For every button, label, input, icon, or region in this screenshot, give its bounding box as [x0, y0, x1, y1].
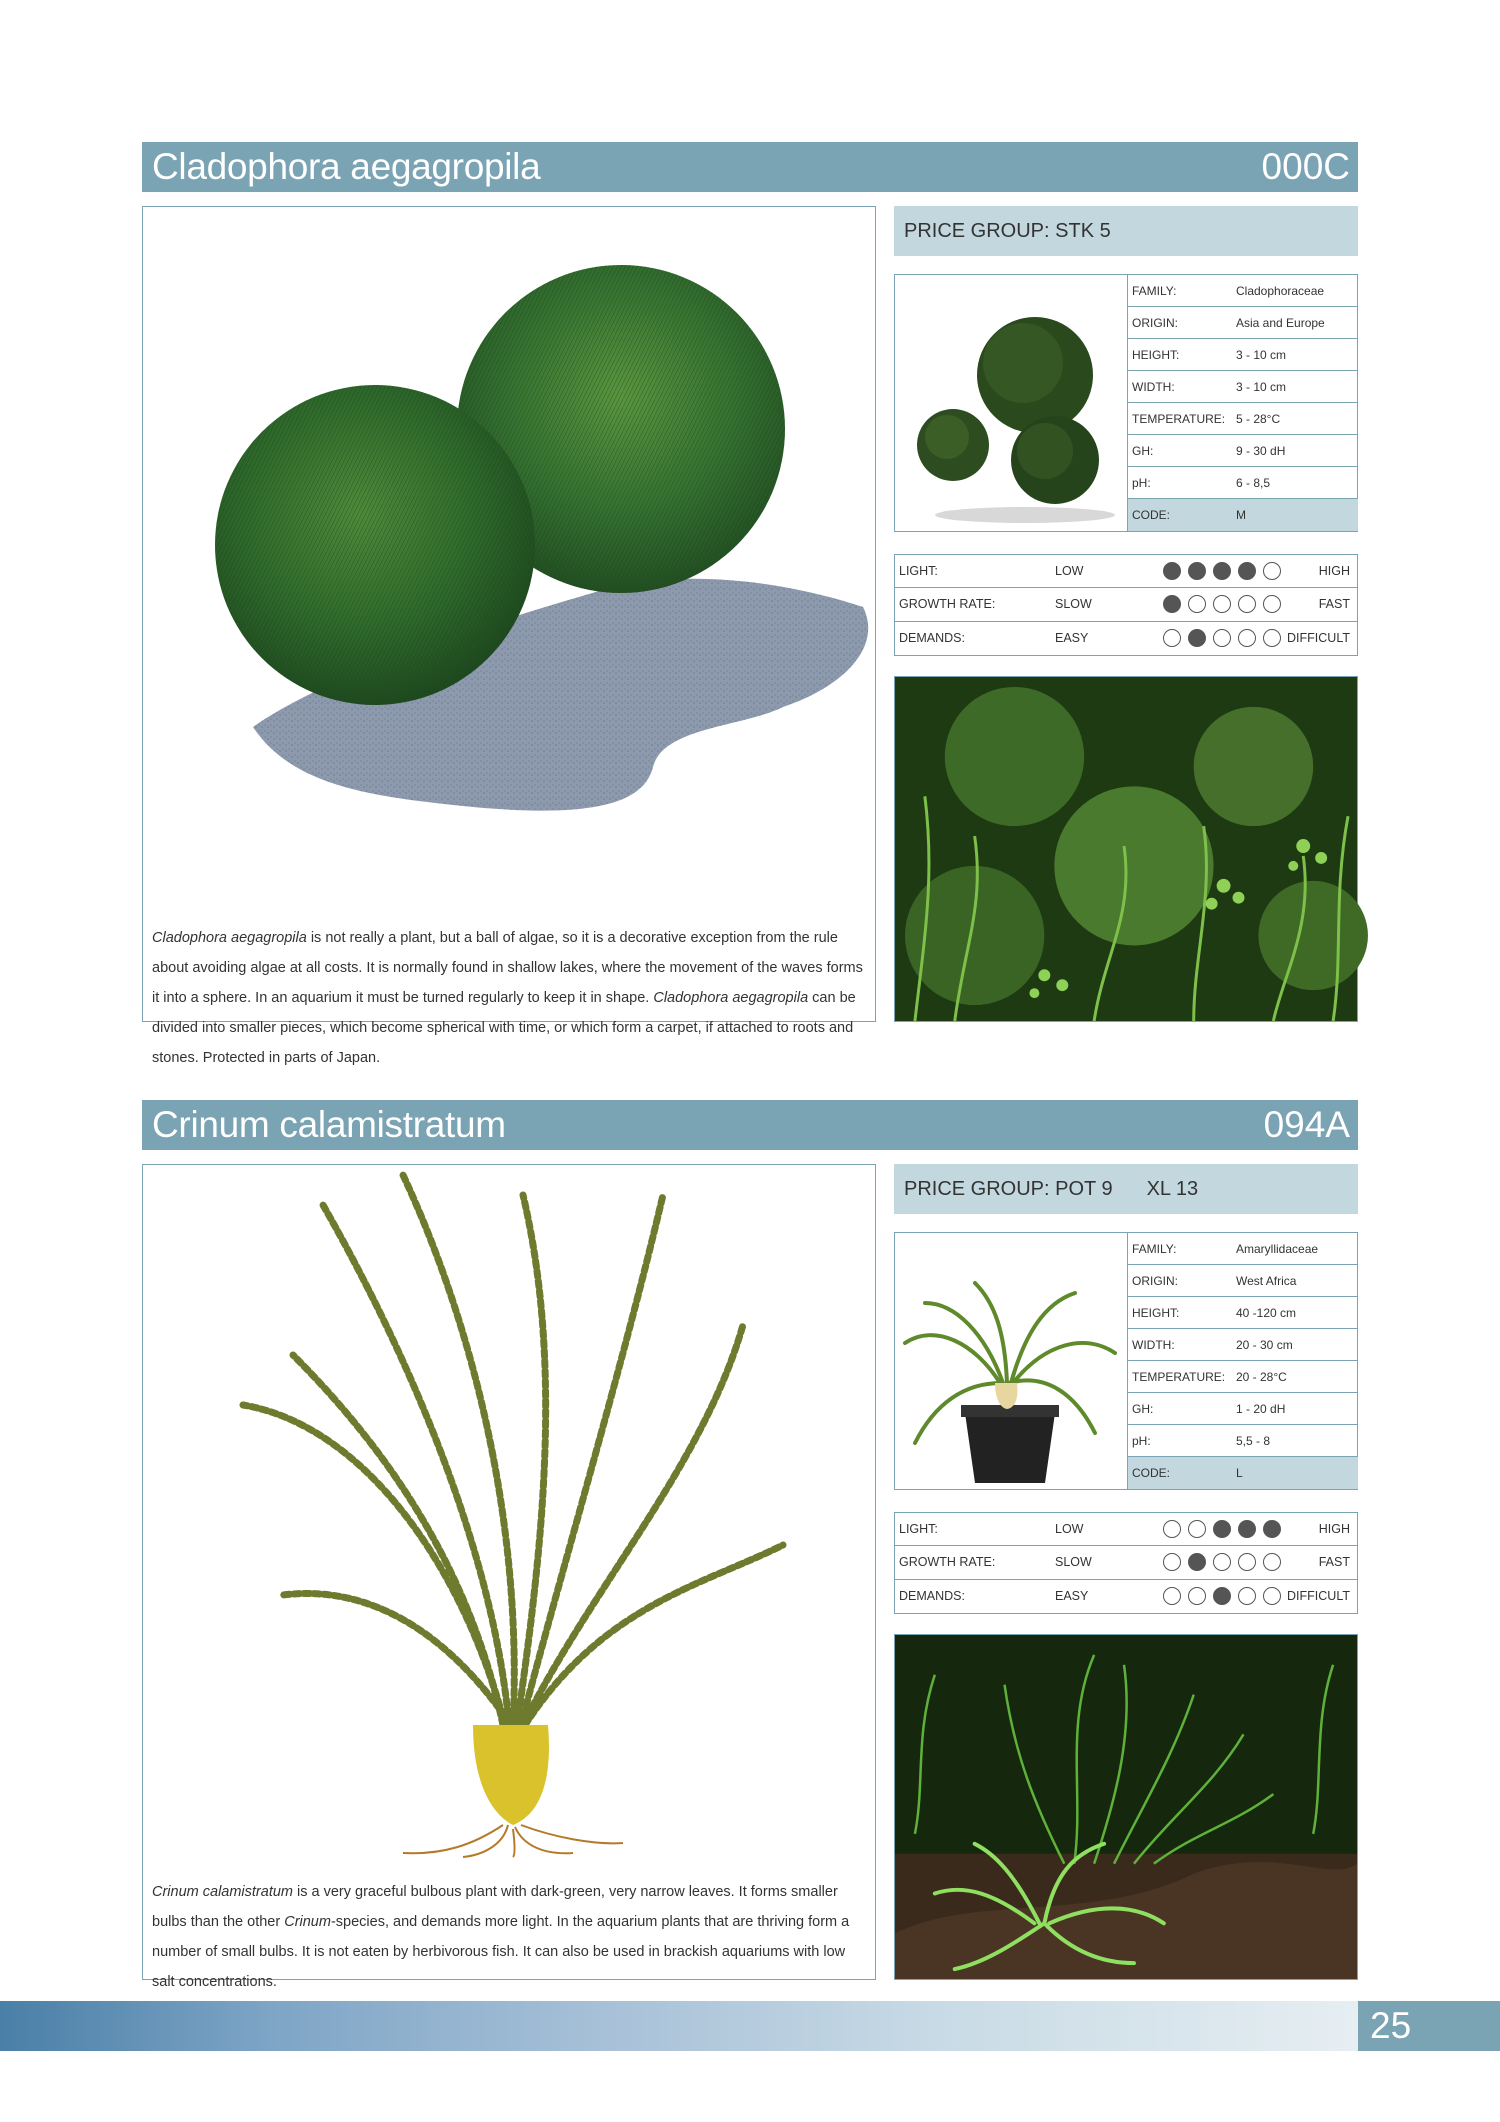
care-ratings: [894, 554, 1358, 656]
potted-crinum-photo: [895, 1233, 1127, 1489]
plant-title-bar: [142, 142, 1358, 192]
description-text: is not really a plant, but a ball of algae, so it is a decorative exception from the rule about avoiding algae at all costs. It is normally found in shallow lakes, where the movement of the waves forms it into a sphere. In an aquarium it must be turned regularly to keep it in shape.: [152, 930, 863, 1006]
info-value: Asia and Europe: [1236, 315, 1325, 330]
info-key: HEIGHT:: [1132, 347, 1180, 362]
rating-dot-empty: [1188, 1587, 1206, 1605]
crinum-illustration: [143, 1165, 875, 1855]
rating-dots: [1163, 1587, 1281, 1605]
info-value: Cladophoraceae: [1236, 283, 1325, 298]
info-row-origin: [1128, 1265, 1358, 1297]
info-value: M: [1236, 508, 1246, 522]
rating-dot-empty: [1213, 595, 1231, 613]
rating-dot-empty: [1263, 1587, 1281, 1605]
rating-row: [895, 1513, 1357, 1546]
page-number: 25: [1358, 2001, 1500, 2051]
info-row-temperature: [1128, 403, 1358, 435]
rating-dot-empty: [1188, 595, 1206, 613]
plant-name: Crinum calamistratum: [152, 1104, 506, 1145]
info-row-family: [1128, 275, 1358, 307]
info-row-origin: [1128, 307, 1358, 339]
rating-dot-empty: [1263, 595, 1281, 613]
info-key: TEMPERATURE:: [1132, 1369, 1226, 1384]
rating-dot-empty: [1263, 629, 1281, 647]
info-value: 40 -120 cm: [1236, 1305, 1297, 1320]
info-value: 1 - 20 dH: [1236, 1401, 1286, 1416]
rating-dots: [1163, 562, 1281, 580]
rating-dot-empty: [1238, 595, 1256, 613]
info-row-ph: [1128, 467, 1358, 499]
info-key: WIDTH:: [1132, 379, 1175, 394]
plant-illustration-panel: [142, 206, 876, 1066]
rating-dot-empty: [1238, 1587, 1256, 1605]
rating-label: LIGHT:: [899, 1522, 938, 1537]
plant-info-box: [894, 274, 1358, 532]
info-key: GH:: [1132, 1401, 1154, 1416]
info-key: CODE:: [1132, 508, 1171, 522]
info-value: Amaryllidaceae: [1236, 1241, 1319, 1256]
rating-dot-empty: [1163, 1553, 1181, 1571]
info-key: ORIGIN:: [1132, 1273, 1179, 1288]
info-key: TEMPERATURE:: [1132, 411, 1226, 426]
rating-dot-empty: [1213, 629, 1231, 647]
rating-row: [895, 1580, 1357, 1613]
info-row-gh: [1128, 435, 1358, 467]
aquarium-photo: [894, 676, 1358, 1022]
info-row-width: [1128, 371, 1358, 403]
info-key: ORIGIN:: [1132, 315, 1179, 330]
info-value: 20 - 28°C: [1236, 1369, 1287, 1384]
rating-dot-filled: [1213, 1520, 1231, 1538]
plant-code: 000C: [1261, 146, 1350, 187]
rating-dot-filled: [1188, 629, 1206, 647]
info-value: 5 - 28°C: [1236, 411, 1281, 426]
info-key: FAMILY:: [1132, 1241, 1177, 1256]
description-text: is a very graceful bulbous plant with dark-green, very narrow leaves. It forms smaller bulbs than the other: [152, 1884, 838, 1930]
rating-dot-filled: [1213, 1587, 1231, 1605]
plant-description: [152, 923, 868, 1073]
plant-code: 094A: [1263, 1104, 1350, 1145]
rating-dot-empty: [1263, 562, 1281, 580]
rating-row: [895, 622, 1357, 655]
rating-high-label: DIFFICULT: [1287, 1589, 1350, 1604]
rating-dot-empty: [1163, 1587, 1181, 1605]
rating-low-label: EASY: [1055, 631, 1089, 646]
rating-dot-empty: [1188, 1520, 1206, 1538]
rating-dot-filled: [1188, 1553, 1206, 1571]
info-row-code: [1128, 1457, 1358, 1489]
moss-ball-photo: [895, 275, 1127, 531]
rating-dot-empty: [1163, 629, 1181, 647]
info-row-gh: [1128, 1393, 1358, 1425]
rating-label: DEMANDS:: [899, 631, 965, 646]
rating-dots: [1163, 1520, 1281, 1538]
description-text: -species, and demands more light. In the aquarium plants that are thriving form a number of small bulbs. It is not eaten by herbivorous fish. It can also be used in brackish aquariums with low salt concentrations.: [152, 1914, 850, 1990]
info-value: L: [1236, 1466, 1243, 1480]
info-row-height: [1128, 339, 1358, 371]
aquarium-photo: [894, 1634, 1358, 1980]
rating-low-label: SLOW: [1055, 597, 1092, 612]
rating-dot-filled: [1163, 595, 1181, 613]
rating-low-label: LOW: [1055, 1522, 1084, 1537]
price-group: [894, 1164, 1358, 1214]
rating-label: GROWTH RATE:: [899, 597, 996, 612]
footer-gradient-bar: [0, 2001, 1358, 2051]
info-key: CODE:: [1132, 1466, 1171, 1480]
plant-title-bar: [142, 1100, 1358, 1150]
info-value: 3 - 10 cm: [1236, 379, 1287, 394]
rating-row: [895, 1546, 1357, 1579]
rating-dot-filled: [1188, 562, 1206, 580]
info-value: 20 - 30 cm: [1236, 1337, 1293, 1352]
plant-info-table: [1127, 1233, 1358, 1489]
info-key: WIDTH:: [1132, 1337, 1175, 1352]
info-row-code: [1128, 499, 1358, 531]
plant-illustration-panel: [142, 1164, 876, 1990]
rating-low-label: SLOW: [1055, 1555, 1092, 1570]
info-key: pH:: [1132, 475, 1151, 490]
rating-label: GROWTH RATE:: [899, 1555, 996, 1570]
plant-description: [152, 1877, 868, 1997]
rating-low-label: LOW: [1055, 564, 1084, 579]
rating-low-label: EASY: [1055, 1589, 1089, 1604]
rating-dot-filled: [1238, 562, 1256, 580]
rating-dots: [1163, 595, 1281, 613]
rating-dot-filled: [1238, 1520, 1256, 1538]
plant-info-table: [1127, 275, 1358, 531]
description-italic-name: Cladophora aegagropila: [653, 990, 809, 1006]
rating-dot-empty: [1238, 629, 1256, 647]
info-key: FAMILY:: [1132, 283, 1177, 298]
rating-high-label: FAST: [1318, 1555, 1350, 1570]
rating-dot-empty: [1213, 1553, 1231, 1571]
description-italic-name: Cladophora aegagropila: [152, 930, 307, 946]
rating-row: [895, 588, 1357, 621]
rating-dots: [1163, 629, 1281, 647]
rating-label: LIGHT:: [899, 564, 938, 579]
rating-label: DEMANDS:: [899, 1589, 965, 1604]
moss-ball-illustration: [143, 207, 875, 887]
rating-dot-filled: [1163, 562, 1181, 580]
price-group-label: PRICE GROUP: POT 9: [904, 1177, 1113, 1200]
care-ratings: [894, 1512, 1358, 1614]
info-value: West Africa: [1236, 1273, 1297, 1288]
rating-dot-filled: [1213, 562, 1231, 580]
price-group: [894, 206, 1358, 256]
info-key: GH:: [1132, 443, 1154, 458]
rating-high-label: DIFFICULT: [1287, 631, 1350, 646]
rating-high-label: HIGH: [1318, 564, 1350, 579]
info-key: HEIGHT:: [1132, 1305, 1180, 1320]
info-row-family: [1128, 1233, 1358, 1265]
rating-dots: [1163, 1553, 1281, 1571]
price-group-label: PRICE GROUP: STK 5: [904, 219, 1111, 242]
rating-dot-filled: [1263, 1520, 1281, 1538]
description-italic-name: Crinum calamistratum: [152, 1884, 293, 1900]
rating-high-label: FAST: [1318, 597, 1350, 612]
rating-dot-empty: [1238, 1553, 1256, 1571]
info-row-ph: [1128, 1425, 1358, 1457]
info-value: 3 - 10 cm: [1236, 347, 1287, 362]
plant-name: Cladophora aegagropila: [152, 146, 541, 187]
info-row-temperature: [1128, 1361, 1358, 1393]
info-row-height: [1128, 1297, 1358, 1329]
plant-info-box: [894, 1232, 1358, 1490]
description-italic-name: Crinum: [284, 1914, 331, 1930]
info-value: 9 - 30 dH: [1236, 443, 1286, 458]
info-key: pH:: [1132, 1433, 1151, 1448]
rating-high-label: HIGH: [1318, 1522, 1350, 1537]
rating-dot-empty: [1163, 1520, 1181, 1538]
info-value: 5,5 - 8: [1236, 1433, 1271, 1448]
info-row-width: [1128, 1329, 1358, 1361]
rating-row: [895, 555, 1357, 588]
price-group-extra: XL 13: [1146, 1177, 1199, 1200]
description-text: can be divided into smaller pieces, which become spherical with time, or which form a carpet, if attached to roots and stones. Protected in parts of Japan.: [152, 990, 856, 1066]
info-value: 6 - 8,5: [1236, 475, 1271, 490]
rating-dot-empty: [1263, 1553, 1281, 1571]
